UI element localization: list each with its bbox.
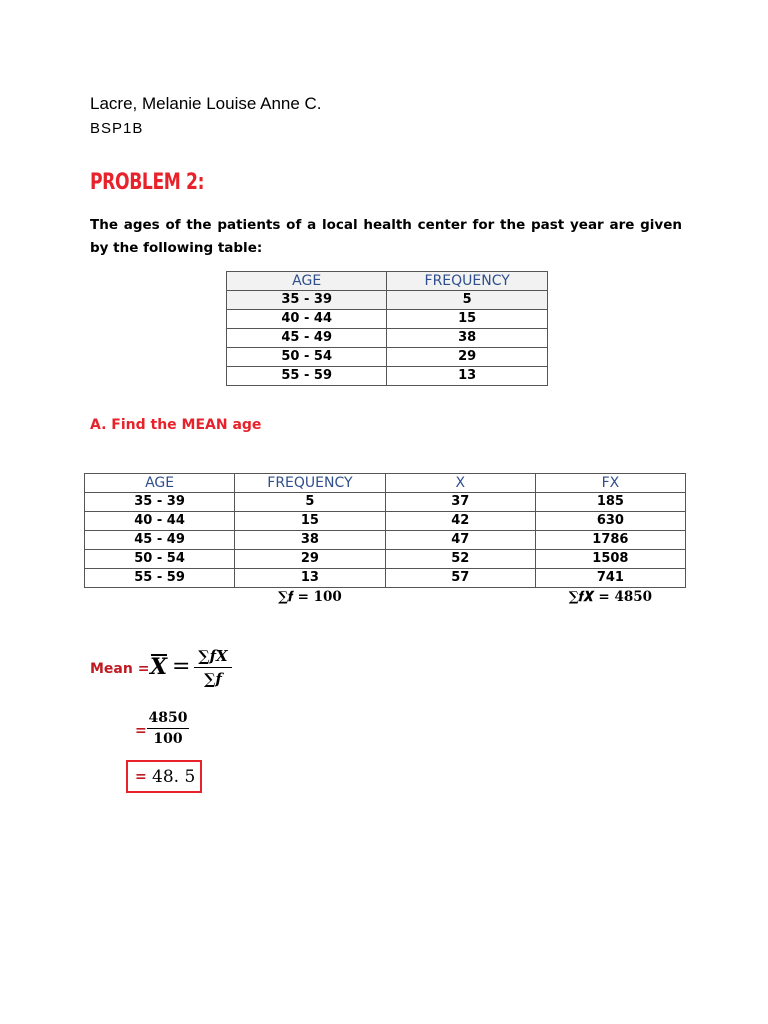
mean-symbol [150, 654, 167, 680]
substitution-denominator: 100 [153, 731, 183, 747]
student-section: BSP1B [90, 120, 144, 137]
column-header: FREQUENCY [235, 474, 386, 493]
mean-label: Mean = [90, 661, 150, 677]
column-header: FX [535, 474, 685, 493]
table-cell: 47 [385, 531, 535, 550]
fraction-line [147, 728, 189, 729]
table-cell: 29 [387, 348, 548, 367]
column-header: X [385, 474, 535, 493]
sum-frequency: ∑𝒇 = 𝟏𝟎𝟎 [278, 589, 342, 605]
result-equals: = [135, 769, 147, 785]
empty-cell [85, 588, 235, 607]
table-cell: 55 - 59 [227, 367, 387, 386]
table-cell: 15 [235, 512, 386, 531]
table-cell: 13 [235, 569, 386, 588]
table-cell: 35 - 39 [227, 291, 387, 310]
table-cell: 13 [387, 367, 548, 386]
formula-equals: = [172, 654, 191, 679]
table-cell: 37 [385, 493, 535, 512]
substitution-fraction [147, 710, 189, 747]
table-cell: 45 - 49 [227, 329, 387, 348]
overbar [151, 654, 167, 656]
table-cell: 40 - 44 [227, 310, 387, 329]
problem-title: PROBLEM 2: [90, 170, 205, 195]
table-cell: 5 [235, 493, 386, 512]
table-cell: 40 - 44 [85, 512, 235, 531]
table-cell: 630 [535, 512, 685, 531]
table-cell: 45 - 49 [85, 531, 235, 550]
fraction-line [194, 667, 232, 668]
table-cell: 57 [385, 569, 535, 588]
problem-intro: The ages of the patients of a local health center for the past year are given by the following table: [90, 217, 682, 256]
frequency-table [226, 271, 548, 386]
table-cell: 50 - 54 [227, 348, 387, 367]
table-row [227, 348, 548, 367]
table-cell: 185 [535, 493, 685, 512]
substitution-numerator: 4850 [148, 710, 188, 726]
table-header-row [227, 272, 548, 291]
table-cell: 15 [387, 310, 548, 329]
formula-denominator: ∑f [204, 670, 222, 688]
column-header: AGE [227, 272, 387, 291]
table-row [227, 367, 548, 386]
table-cell: 38 [235, 531, 386, 550]
formula-numerator: ∑fX [198, 647, 228, 665]
table-cell: 35 - 39 [85, 493, 235, 512]
table-row [227, 310, 548, 329]
sum-fx: ∑𝒇𝑿 = 𝟒𝟖𝟓𝟎 [568, 589, 653, 605]
table-cell: 50 - 54 [85, 550, 235, 569]
table-cell: 52 [385, 550, 535, 569]
table-row [227, 329, 548, 348]
table-cell: 38 [387, 329, 548, 348]
result-box [126, 760, 202, 793]
table-cell: 5 [387, 291, 548, 310]
table-row [227, 291, 548, 310]
mean-computation-table [84, 473, 686, 606]
table-cell: 29 [235, 550, 386, 569]
sum-row [85, 588, 686, 607]
table-cell: 1786 [535, 531, 685, 550]
table-cell: 1508 [535, 550, 685, 569]
table-row [85, 493, 686, 512]
step-equals: = [135, 723, 147, 739]
mean-formula-fraction [194, 647, 232, 688]
column-header: AGE [85, 474, 235, 493]
table-row [85, 531, 686, 550]
table-row [85, 550, 686, 569]
column-header: FREQUENCY [387, 272, 548, 291]
table-row [85, 569, 686, 588]
table-row [85, 512, 686, 531]
table-cell: 55 - 59 [85, 569, 235, 588]
student-name: Lacre, Melanie Louise Anne C. [90, 94, 322, 113]
mean-symbol-letter: X [150, 654, 168, 680]
table-cell: 741 [535, 569, 685, 588]
empty-cell [385, 588, 535, 607]
table-cell: 42 [385, 512, 535, 531]
part-a-label: A. Find the MEAN age [90, 417, 262, 433]
table-header-row [85, 474, 686, 493]
result-value: 48. 5 [152, 767, 196, 787]
